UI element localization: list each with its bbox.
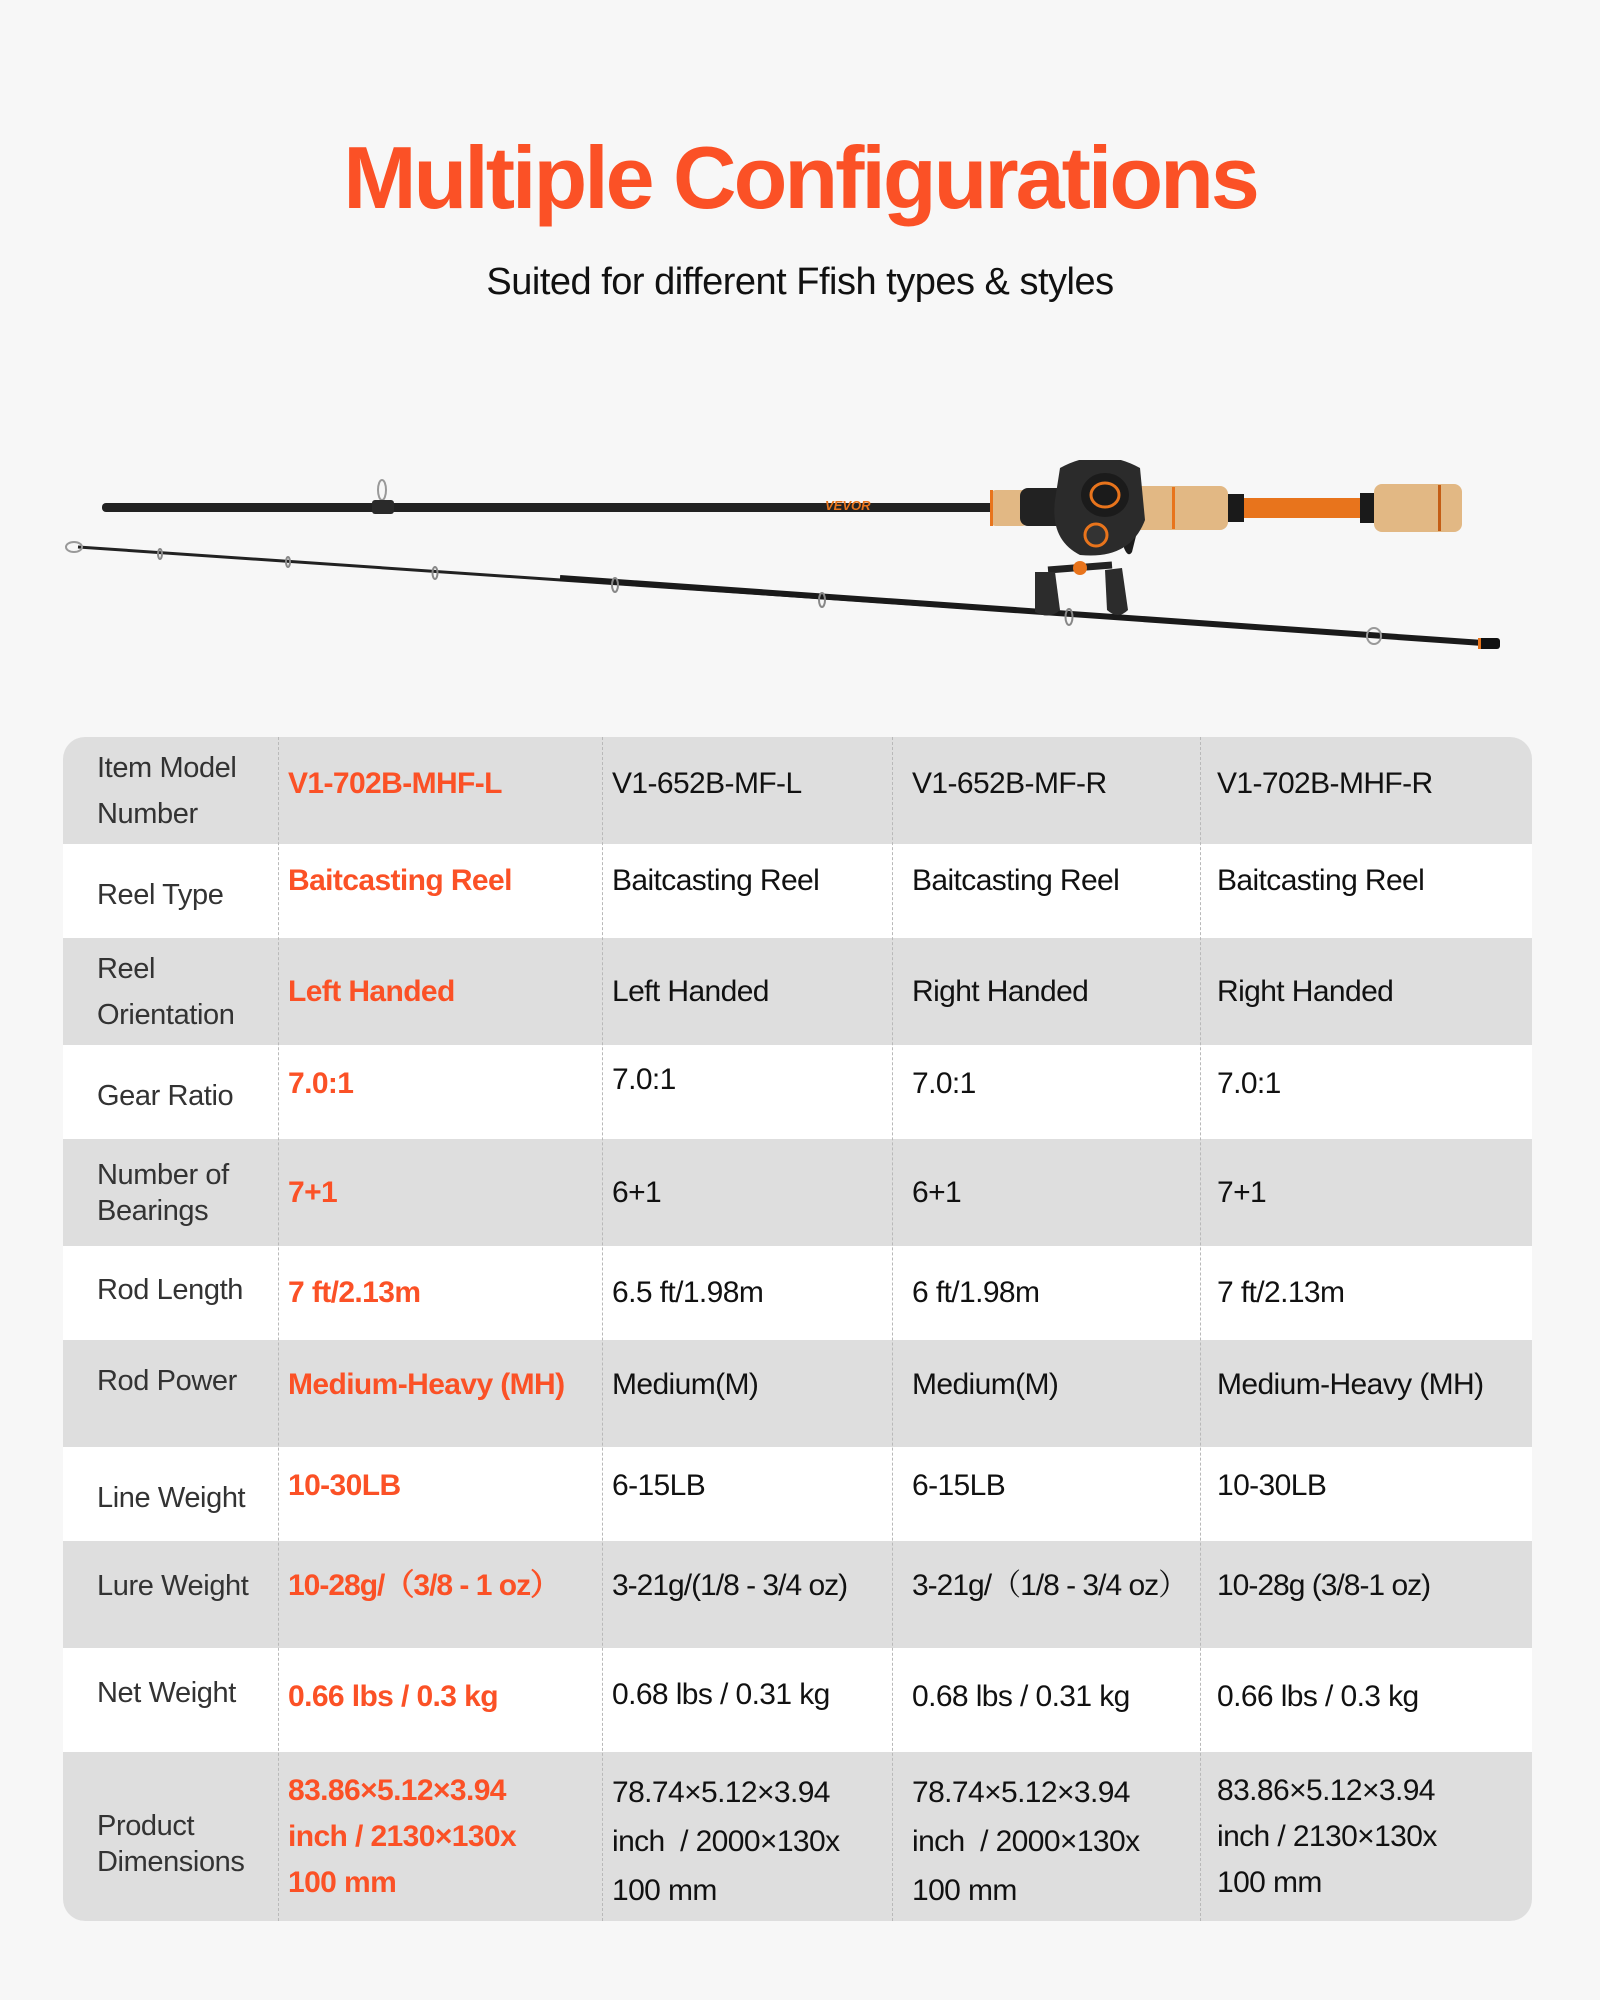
column-divider	[892, 737, 893, 1921]
table-row-bearings	[63, 1139, 1532, 1246]
spec-comparison-table	[63, 737, 1532, 1921]
row-label-line: Number	[97, 797, 198, 830]
cell-orientation-2: Left Handed	[612, 974, 769, 1008]
rod-and-reel-illustration	[60, 460, 1560, 690]
cell-net-weight-4: 0.66 lbs / 0.3 kg	[1217, 1680, 1419, 1713]
cell-dimensions-3	[892, 1752, 1200, 1921]
cell-lure-weight-1: 10-28g/（3/8 - 1 oz）	[288, 1569, 560, 1602]
baitcasting-reel-icon	[1035, 460, 1145, 616]
cell-bearings-4: 7+1	[1217, 1175, 1267, 1209]
row-label-line: Number of	[97, 1158, 229, 1191]
cell-dimensions-1	[278, 1752, 602, 1921]
cell-model-3: V1-652B-MF-R	[912, 767, 1107, 800]
cell-reel-type-2: Baitcasting Reel	[612, 864, 820, 897]
page-subtitle: Suited for different Ffish types & styles	[486, 261, 1114, 303]
row-label: Reel Type	[97, 879, 224, 911]
cell-net-weight-1: 0.66 lbs / 0.3 kg	[288, 1680, 498, 1713]
cell-rod-length-1: 7 ft/2.13m	[288, 1276, 421, 1309]
table-row-lure-weight	[63, 1541, 1532, 1648]
dimension-line: 100 mm	[912, 1873, 1017, 1907]
cell-dimensions-2	[602, 1752, 892, 1921]
row-label: Rod Length	[97, 1274, 243, 1306]
table-row-item-model-number	[63, 737, 1532, 844]
row-label	[63, 938, 278, 1045]
row-label: Gear Ratio	[97, 1080, 234, 1112]
table-row-reel-orientation	[63, 938, 1532, 1045]
column-divider	[1200, 737, 1201, 1921]
cell-rod-power-1: Medium-Heavy (MH)	[288, 1368, 565, 1401]
dimension-line: 83.86×5.12×3.94	[288, 1773, 506, 1807]
cell-model-4: V1-702B-MHF-R	[1217, 767, 1433, 800]
row-label: Lure Weight	[97, 1570, 249, 1602]
stripper-guide-icon	[378, 480, 386, 500]
cell-gear-ratio-3: 7.0:1	[912, 1067, 976, 1100]
cell-net-weight-3: 0.68 lbs / 0.31 kg	[912, 1680, 1130, 1713]
cell-line-weight-4: 10-30LB	[1217, 1469, 1327, 1502]
dimension-line: 78.74×5.12×3.94	[912, 1775, 1130, 1809]
cell-model-1: V1-702B-MHF-L	[288, 767, 502, 800]
cell-rod-power-3: Medium(M)	[912, 1368, 1059, 1401]
cell-gear-ratio-1: 7.0:1	[288, 1067, 354, 1100]
column-divider	[278, 737, 279, 1921]
cell-rod-power-4: Medium-Heavy (MH)	[1217, 1368, 1484, 1401]
cell-model-2: V1-652B-MF-L	[612, 767, 802, 800]
cell-orientation-3: Right Handed	[912, 974, 1089, 1008]
cell-rod-length-3: 6 ft/1.98m	[912, 1276, 1040, 1309]
row-label	[63, 1752, 278, 1921]
row-label: Line Weight	[97, 1482, 246, 1514]
cell-line-weight-3: 6-15LB	[912, 1469, 1006, 1502]
cell-bearings-1: 7+1	[288, 1175, 338, 1209]
row-label-line: Reel	[97, 952, 156, 985]
cell-rod-power-2: Medium(M)	[612, 1368, 759, 1401]
row-label: Net Weight	[97, 1677, 236, 1709]
product-image	[60, 460, 1560, 690]
row-label: Rod Power	[97, 1365, 237, 1397]
dimension-line: 83.86×5.12×3.94	[1217, 1773, 1435, 1807]
cell-orientation-4: Right Handed	[1217, 974, 1394, 1008]
table-row-rod-power	[63, 1340, 1532, 1447]
cell-reel-type-1: Baitcasting Reel	[288, 864, 512, 897]
table-row-product-dimensions	[63, 1752, 1532, 1921]
dimension-line: 100 mm	[612, 1873, 717, 1907]
cell-gear-ratio-2: 7.0:1	[612, 1063, 676, 1096]
cell-net-weight-2: 0.68 lbs / 0.31 kg	[612, 1678, 830, 1711]
cell-line-weight-2: 6-15LB	[612, 1469, 706, 1502]
dimension-line: 78.74×5.12×3.94	[612, 1775, 830, 1809]
cell-rod-length-2: 6.5 ft/1.98m	[612, 1276, 764, 1309]
row-label	[63, 1139, 278, 1246]
cell-reel-type-4: Baitcasting Reel	[1217, 864, 1425, 897]
cell-line-weight-1: 10-30LB	[288, 1469, 401, 1502]
cell-lure-weight-3: 3-21g/（1/8 - 3/4 oz）	[912, 1569, 1188, 1602]
page-title: Multiple Configurations	[343, 128, 1257, 227]
dimension-line: 100 mm	[288, 1865, 397, 1899]
cell-reel-type-3: Baitcasting Reel	[912, 864, 1120, 897]
row-label-line: Orientation	[97, 998, 235, 1031]
cell-bearings-3: 6+1	[912, 1175, 962, 1209]
dimension-line: 100 mm	[1217, 1865, 1322, 1899]
cell-rod-length-4: 7 ft/2.13m	[1217, 1276, 1345, 1309]
dimension-line: inch / 2000×130x	[912, 1824, 1140, 1858]
table-row-rod-length	[63, 1246, 1532, 1340]
row-label-line: Dimensions	[97, 1845, 245, 1878]
dimension-line: inch / 2000×130x	[612, 1824, 840, 1858]
column-divider	[602, 737, 603, 1921]
table-row-net-weight	[63, 1648, 1532, 1752]
table-row-line-weight	[63, 1447, 1532, 1541]
row-label	[63, 737, 278, 844]
rod-brand-text: VEVOR	[825, 498, 871, 513]
table-row-reel-type	[63, 844, 1532, 938]
cell-dimensions-4	[1200, 1752, 1532, 1921]
cell-bearings-2: 6+1	[612, 1175, 662, 1209]
cell-orientation-1: Left Handed	[288, 974, 455, 1008]
cell-lure-weight-4: 10-28g (3/8-1 oz)	[1217, 1569, 1431, 1602]
row-label-line: Bearings	[97, 1194, 209, 1227]
table-row-gear-ratio	[63, 1045, 1532, 1139]
cell-gear-ratio-4: 7.0:1	[1217, 1067, 1281, 1100]
cell-lure-weight-2: 3-21g/(1/8 - 3/4 oz)	[612, 1569, 848, 1602]
row-label-line: Product	[97, 1809, 195, 1842]
dimension-line: inch / 2130×130x	[1217, 1819, 1437, 1853]
dimension-line: inch / 2130×130x	[288, 1819, 517, 1853]
row-label-line: Item Model	[97, 751, 237, 784]
